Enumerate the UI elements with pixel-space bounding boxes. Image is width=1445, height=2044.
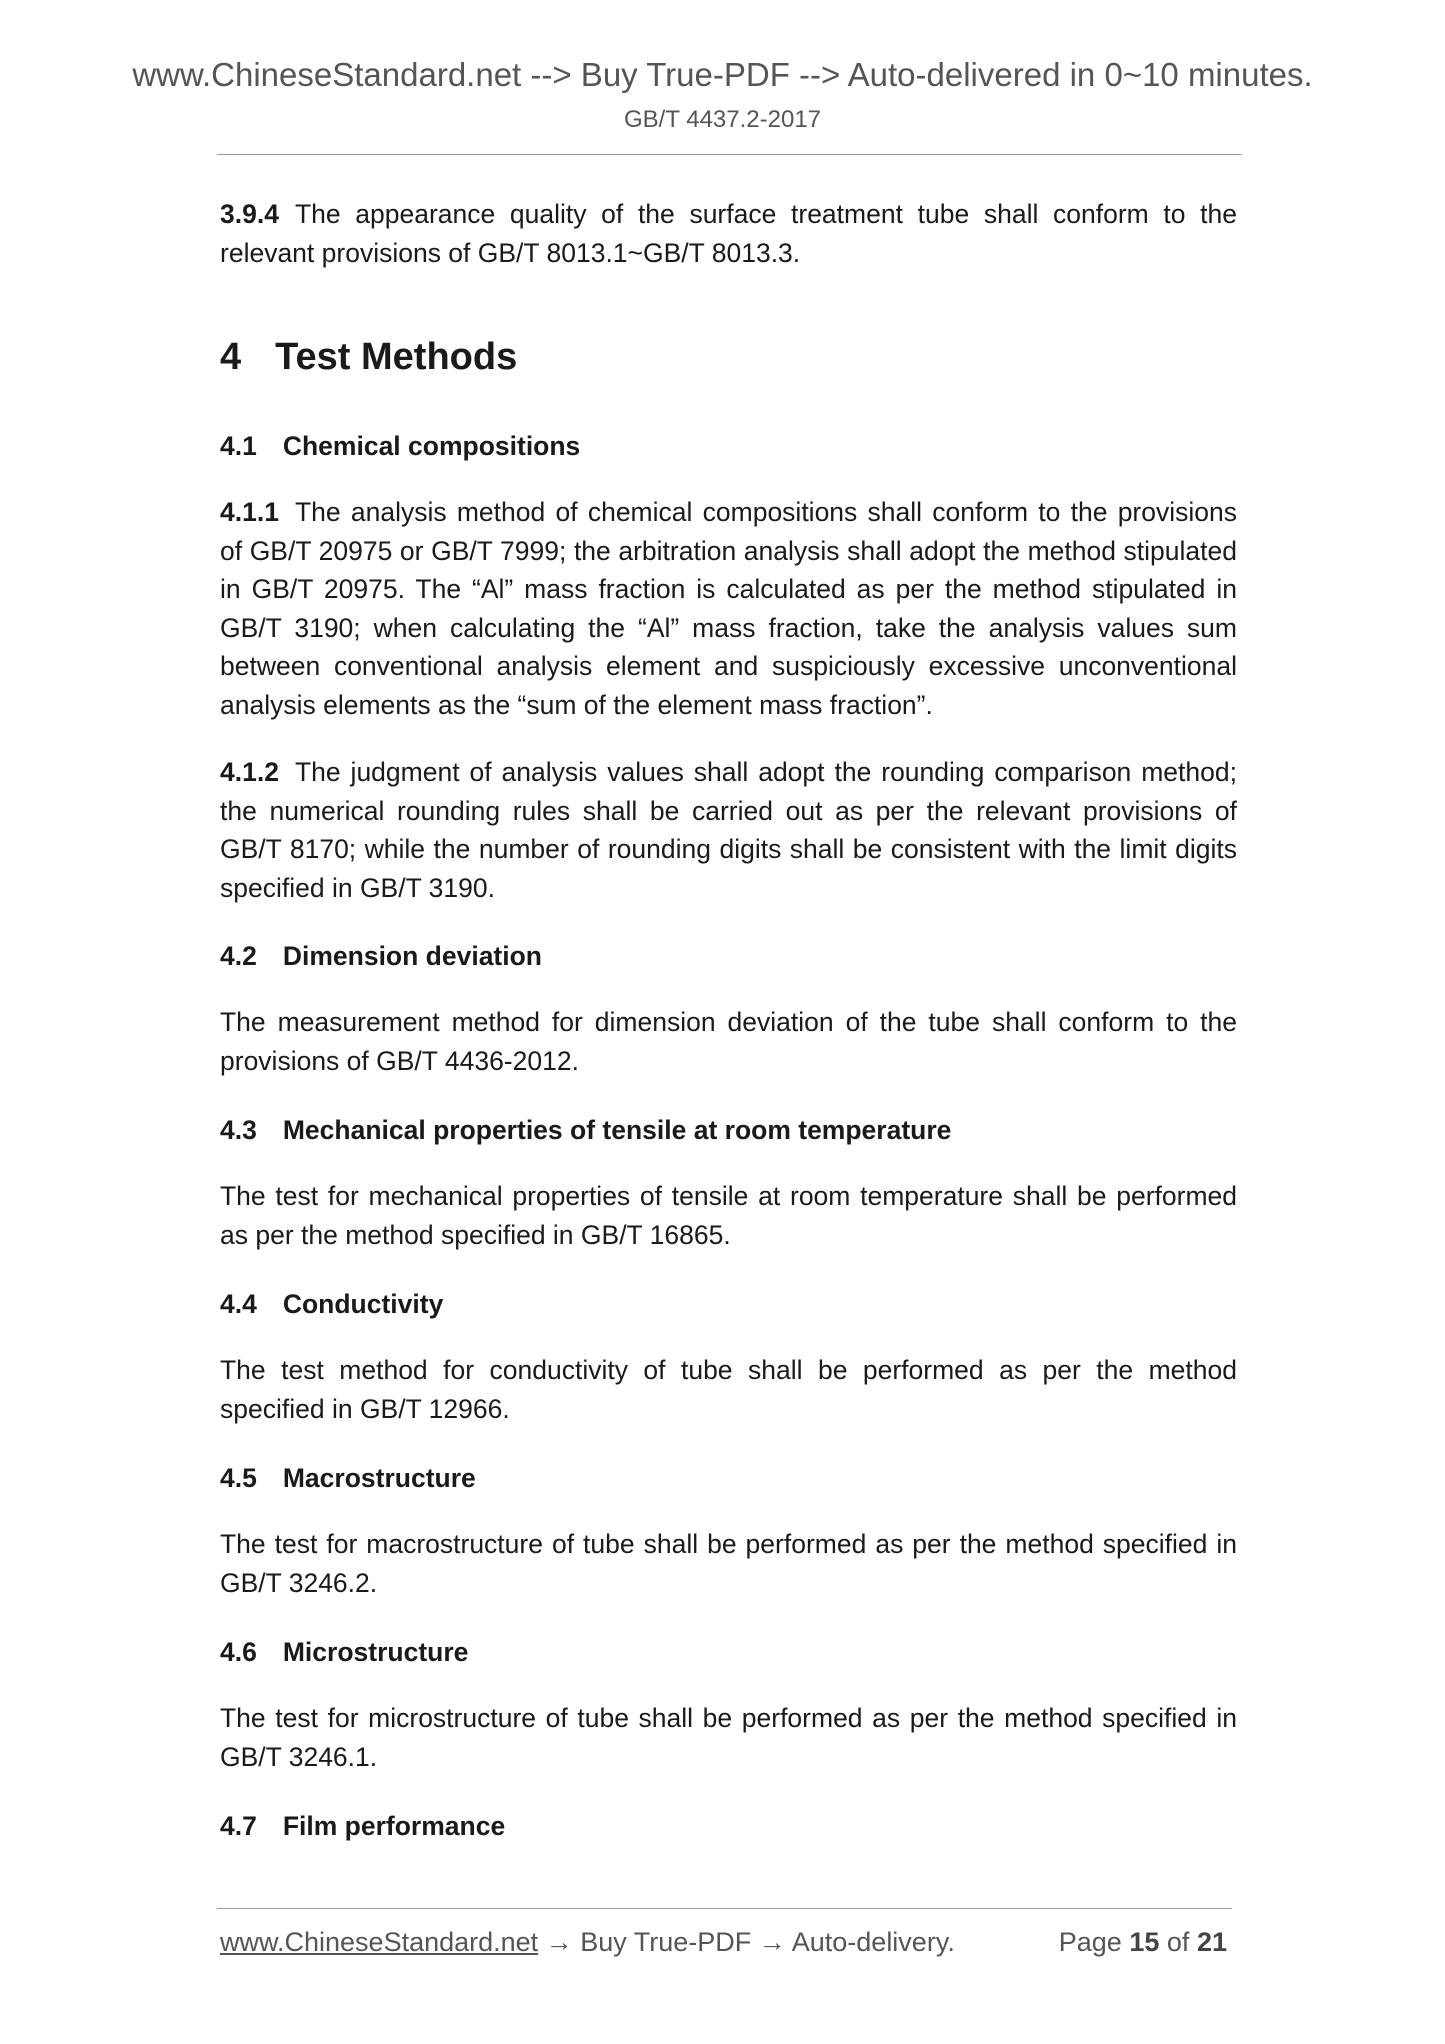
clause-4-1-1 (220, 493, 1237, 724)
chapter-number: 4 (220, 336, 242, 378)
section-title: Mechanical properties of tensile at room temperature (282, 1115, 952, 1145)
section-heading-4-7 (220, 1807, 505, 1845)
section-title: Film performance (282, 1811, 506, 1841)
clause-text: The analysis method of chemical compositions shall conform to the provisions of GB/T 20975 or GB/T 7999; the arbitration analysis shall adopt the method stipulated in GB/T 20975. The “Al” mass fraction is calculated as per the method stipulated in GB/T 3190; when calculating the “Al” mass fraction, take the analysis values sum between conventional analysis element and suspiciously excessive unconventional analysis elements as the “sum of the element mass fraction”. (220, 497, 1237, 720)
document-code: GB/T 4437.2-2017 (623, 106, 822, 133)
section-heading-4-3 (220, 1111, 951, 1149)
section-number: 4.1 (220, 431, 257, 461)
section-title: Macrostructure (282, 1463, 476, 1493)
footer-banner-text: → Buy True-PDF → Auto-delivery. (538, 1927, 955, 1957)
section-text-4-2: The measurement method for dimension deviation of the tube shall conform to the provisions of GB/T 4436-2012. (220, 1007, 1237, 1076)
section-title: Conductivity (282, 1289, 444, 1319)
footer-banner (220, 1927, 955, 1958)
page-label: Page (1058, 1927, 1122, 1957)
section-number: 4.7 (220, 1811, 257, 1841)
clause-text: The judgment of analysis values shall adopt the rounding comparison method; the numerical rounding rules shall be carried out as per the relevant provisions of GB/T 8170; while the number of rounding digits shall be consistent with the limit digits specified in GB/T 3190. (220, 757, 1237, 903)
page-counter (1059, 1927, 1227, 1958)
clause-text: The appearance quality of the surface treatment tube shall conform to the relevant provisions of GB/T 8013.1~GB/T 8013.3. (220, 199, 1237, 268)
section-number: 4.3 (220, 1115, 257, 1145)
clause-number: 4.1.1 (220, 497, 279, 527)
section-title: Microstructure (282, 1637, 469, 1667)
section-number: 4.5 (220, 1463, 257, 1493)
page-total: 21 (1196, 1927, 1227, 1957)
section-title: Dimension deviation (282, 941, 542, 971)
section-heading-4-4 (220, 1285, 443, 1323)
clause-3-9-4 (220, 195, 1237, 272)
section-heading-4-2 (220, 937, 542, 975)
section-text-4-6: The test for microstructure of tube shall be performed as per the method specified in GB/T 3246.1. (220, 1703, 1237, 1772)
clause-4-1-2 (220, 753, 1237, 907)
section-heading-4-6 (220, 1633, 468, 1671)
section-text-4-5: The test for macrostructure of tube shall be performed as per the method specified in GB/T 3246.2. (220, 1529, 1237, 1598)
section-text-4-4: The test method for conductivity of tube shall be performed as per the method specified in GB/T 12966. (220, 1355, 1237, 1424)
section-number: 4.2 (220, 941, 257, 971)
section-number: 4.6 (220, 1637, 257, 1667)
section-heading-4-5 (220, 1459, 476, 1497)
header-divider (217, 154, 1242, 155)
chapter-heading (220, 333, 517, 381)
clause-number: 3.9.4 (220, 199, 279, 229)
section-number: 4.4 (220, 1289, 257, 1319)
section-heading-4-1 (220, 427, 580, 465)
page-of: of (1166, 1927, 1190, 1957)
footer-site-link[interactable]: www.ChineseStandard.net (220, 1927, 539, 1957)
section-title: Chemical compositions (282, 431, 581, 461)
footer-divider (217, 1908, 1232, 1909)
chapter-title: Test Methods (275, 336, 518, 378)
section-text-4-3: The test for mechanical properties of tensile at room temperature shall be performed as per the method specified in GB/T 16865. (220, 1181, 1237, 1250)
header-banner: www.ChineseStandard.net --> Buy True-PDF --> Auto-delivered in 0~10 minutes. (132, 56, 1313, 93)
page-current: 15 (1129, 1927, 1160, 1957)
clause-number: 4.1.2 (220, 757, 279, 787)
